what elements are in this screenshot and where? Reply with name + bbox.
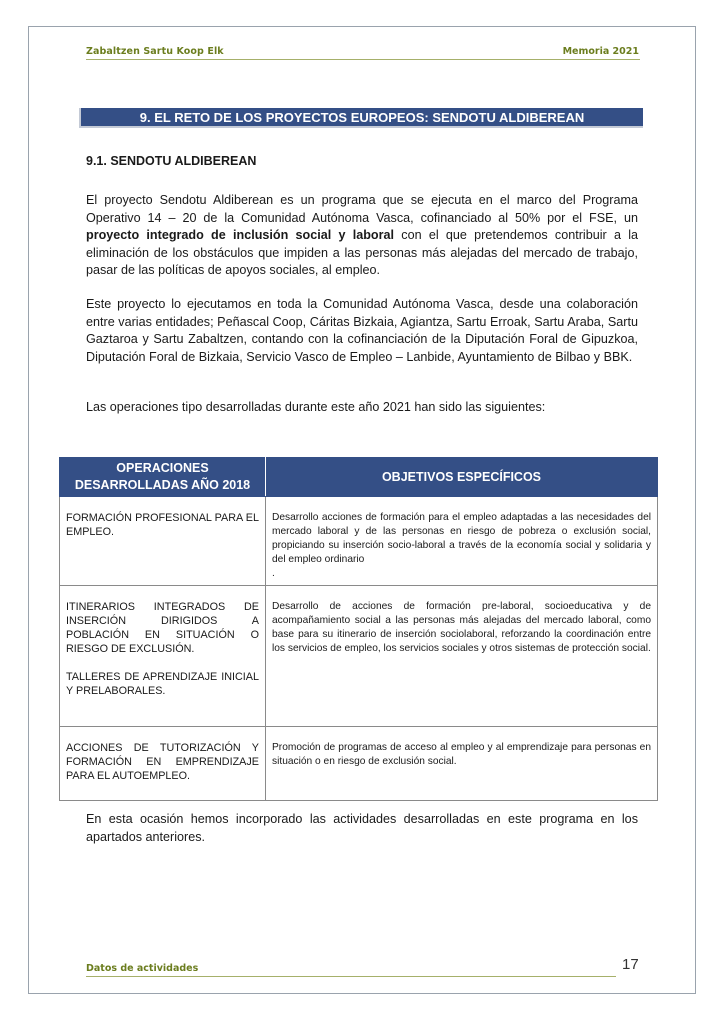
paragraph-partners: Este proyecto lo ejecutamos en toda la Comunidad Autónoma Vasca, desde una colaboración entre varias entidades; Peñascal Coop, Cáritas Bizkaia, Agiantza, Sartu Erroak, Sartu Araba, Sartu Gaztaroa y Sartu Zabaltzen, contando con la cofinanciación de la Diputación Foral de Gipuzkoa, Diputación Foral de Bizkaia, Servicio Vasco de Empleo – Lanbide, Ayuntamiento de Bilbao y BBK.	[86, 297, 638, 364]
objective-text: Desarrollo acciones de formación para el empleo adaptadas a las necesidades del mercado laboral y de las personas en riesgo de pobreza o exclusión social, propiciando su inserción socio-laboral a través de la economía social y solidaria y del empleo ordinario	[272, 512, 651, 565]
footer-section-name: Datos de actividades	[86, 963, 199, 974]
objective-extra-text: .	[272, 568, 275, 579]
table-header-row	[60, 458, 658, 497]
header-divider	[86, 59, 640, 60]
table-row	[60, 497, 658, 586]
footer-divider	[86, 976, 616, 977]
paragraph-intro-end: con el que pretendemos contribuir a la eliminación de los obstáculos que impiden a las personas más alejadas del mercado de trabajo, pasar de las políticas de apoyos sociales, al empleo.	[86, 228, 638, 277]
paragraph-intro-start: El proyecto Sendotu Aldiberean es un programa que se ejecuta en el marco del Programa Operativo 14 – 20 de la Comunidad Autónoma Vasca, cofinanciado al 50% por el FSE, un	[86, 193, 638, 225]
objective-text: Desarrollo de acciones de formación pre-laboral, socioeducativa y de acompañamiento social a las personas más alejadas del mercado laboral, como base para su itinerario de inserción sociolaboral, reforzando la coordinación entre los servicios de empleo, los servicios sociales y otros sistemas de protección social.	[272, 601, 651, 654]
table-cell-operation	[60, 497, 266, 586]
table-cell-objective	[266, 497, 658, 586]
table-cell-objective	[266, 727, 658, 801]
header-org-name: Zabaltzen Sartu Koop Elk	[86, 46, 224, 57]
paragraph-intro-bold: proyecto integrado de inclusión social y laboral	[86, 228, 395, 242]
operation-text: ITINERARIOS INTEGRADOS DE INSERCIÓN DIRIGIDOS A POBLACIÓN EN SITUACIÓN O RIESGO DE EXCLUSIÓN.	[66, 601, 259, 655]
table-row	[60, 586, 658, 727]
operation-extra-text: TALLERES DE APRENDIZAJE INICIAL Y PRELABORALES.	[66, 671, 259, 697]
table-cell-objective	[266, 586, 658, 727]
page-number: 17	[622, 956, 639, 973]
table-header-operations: OPERACIONES DESARROLLADAS AÑO 2018	[60, 458, 266, 497]
table-cell-operation	[60, 727, 266, 801]
operation-text: FORMACIÓN PROFESIONAL PARA EL EMPLEO.	[66, 512, 259, 538]
paragraph-operations-intro: Las operaciones tipo desarrolladas durante este año 2021 han sido las siguientes:	[86, 400, 546, 414]
table-row	[60, 727, 658, 801]
paragraph-intro	[86, 192, 638, 280]
objective-text: Promoción de programas de acceso al empleo y al emprendizaje para personas en situación o en riesgo de exclusión social.	[272, 742, 651, 767]
paragraph-closing: En esta ocasión hemos incorporado las actividades desarrolladas en este programa en los apartados anteriores.	[86, 812, 638, 844]
header-report-title: Memoria 2021	[562, 46, 639, 57]
subsection-title: 9.1. SENDOTU ALDIBEREAN	[86, 154, 257, 168]
table-cell-operation	[60, 586, 266, 727]
section-title: 9. EL RETO DE LOS PROYECTOS EUROPEOS: SENDOTU ALDIBEREAN	[79, 108, 643, 128]
operation-text: ACCIONES DE TUTORIZACIÓN Y FORMACIÓN EN EMPRENDIZAJE PARA EL AUTOEMPLEO.	[66, 742, 259, 782]
operations-table	[59, 457, 658, 801]
table-header-objectives: OBJETIVOS ESPECÍFICOS	[266, 458, 658, 497]
